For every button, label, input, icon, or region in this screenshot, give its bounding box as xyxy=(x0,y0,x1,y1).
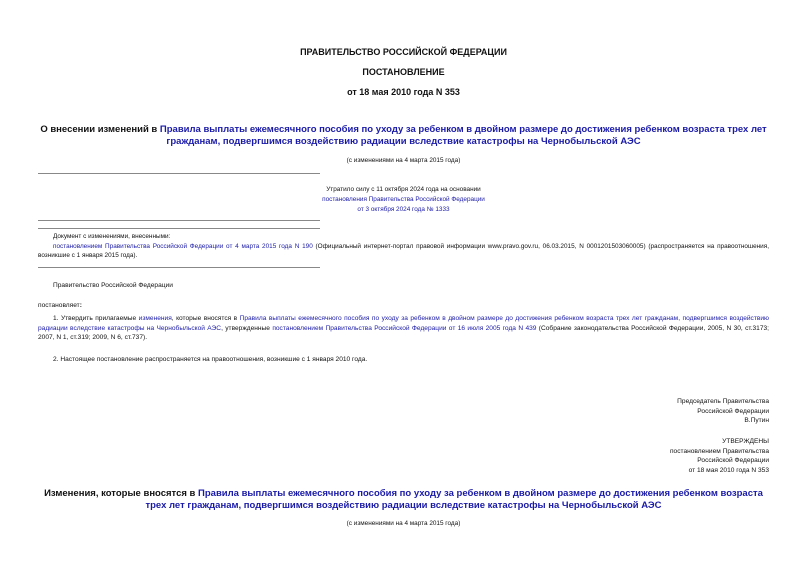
decree-word: постановляет xyxy=(38,302,80,309)
annex-rules-link[interactable]: Правила выплаты ежемесячного пособия по уходу за ребенком в двойном размере до достижения ребенком возраста трех лет гражданам, подвергшимся воздействию радиации вследствие катастрофы на Чернобыльской АЭС xyxy=(145,488,763,511)
p1-changes-link[interactable]: изменения xyxy=(138,315,172,322)
divider xyxy=(38,173,320,174)
approval-block xyxy=(560,437,769,475)
document-date: от 18 мая 2010 года N 353 xyxy=(347,87,460,97)
divider xyxy=(38,267,320,268)
paragraph-2: 2. Настоящее постановление распространяется на правоотношения, возникшие с 1 января 2010 года. xyxy=(53,356,368,363)
validity-link-decree[interactable]: постановления Правительства Российской Федерации xyxy=(322,196,485,203)
signature-name: В.Путин xyxy=(744,417,769,424)
decree-verb: постановляет: xyxy=(38,302,82,309)
approval-title: УТВЕРЖДЕНЫ xyxy=(722,438,769,445)
approval-line-country: Российской Федерации xyxy=(697,457,769,464)
changes-intro: Документ с изменениями, внесенными: xyxy=(53,233,171,240)
divider xyxy=(38,228,320,229)
changes-text xyxy=(38,242,769,260)
changes-description: (Официальный интернет-портал правовой информации www.pravo.gov.ru, 06.03.2015, N 0001201503060005) (распространяется на правоотношения, возникшие с 1 января 2015 года). xyxy=(38,243,769,259)
signature-country: Российской Федерации xyxy=(697,407,769,415)
p1-rules-link[interactable]: Правила выплаты ежемесячного пособия по уходу за ребенком в двойном размере до достижения ребенком возраста трех лет гражданам, подвергшимся воздействию радиации вследствие катастрофы на Чернобыльской АЭС xyxy=(38,315,769,332)
validity-note: Утратило силу с 11 октября 2024 года на основании xyxy=(326,186,481,193)
approval-line-decree: постановлением Правительства xyxy=(669,447,769,455)
annex-edition: (с изменениями на 4 марта 2015 года) xyxy=(346,520,461,527)
validity-link-date[interactable]: от 3 октября 2024 года № 1333 xyxy=(357,206,450,213)
p1-text-d: (Собрание законодательства Российской Федерации, 2005, N 30, ст.3173; 2007, N 1, ст.319; 2009, N 6, ст.737). xyxy=(38,324,770,341)
title-prefix: О внесении изменений в xyxy=(40,124,160,135)
p1-text-a: 1. Утвердить прилагаемые xyxy=(53,315,139,322)
annex-title xyxy=(38,488,769,512)
paragraph-1 xyxy=(38,314,769,343)
title-rules-link[interactable]: Правила выплаты ежемесячного пособия по уходу за ребенком в двойном размере до достижения ребенком возраста трех лет гражданам, подвергшимся воздействию радиации вследствие катастрофы на Чернобыльской АЭС xyxy=(159,124,767,147)
p1-decree-link[interactable]: постановлением Правительства Российской Федерации от 16 июля 2005 года N 439 xyxy=(272,324,537,332)
annex-prefix: Изменения, которые вносятся в xyxy=(44,488,199,499)
changes-decree-link[interactable]: постановлением Правительства Российской Федерации от 4 марта 2015 года N 190 xyxy=(53,243,313,250)
signature-position: Председатель Правительства xyxy=(677,398,769,405)
signature-block xyxy=(560,397,769,426)
divider xyxy=(38,220,320,221)
p1-text-c: , утвержденные xyxy=(221,324,273,332)
document-title xyxy=(38,124,769,148)
p1-text-b: , которые вносятся в xyxy=(171,315,240,322)
approval-line-date: от 18 мая 2010 года N 353 xyxy=(688,466,769,474)
issuing-authority: Правительство Российской Федерации xyxy=(53,282,173,289)
document-type: ПОСТАНОВЛЕНИЕ xyxy=(362,67,445,77)
title-edition: (с изменениями на 4 марта 2015 года) xyxy=(346,157,461,164)
government-heading: ПРАВИТЕЛЬСТВО РОССИЙСКОЙ ФЕДЕРАЦИИ xyxy=(300,47,507,57)
